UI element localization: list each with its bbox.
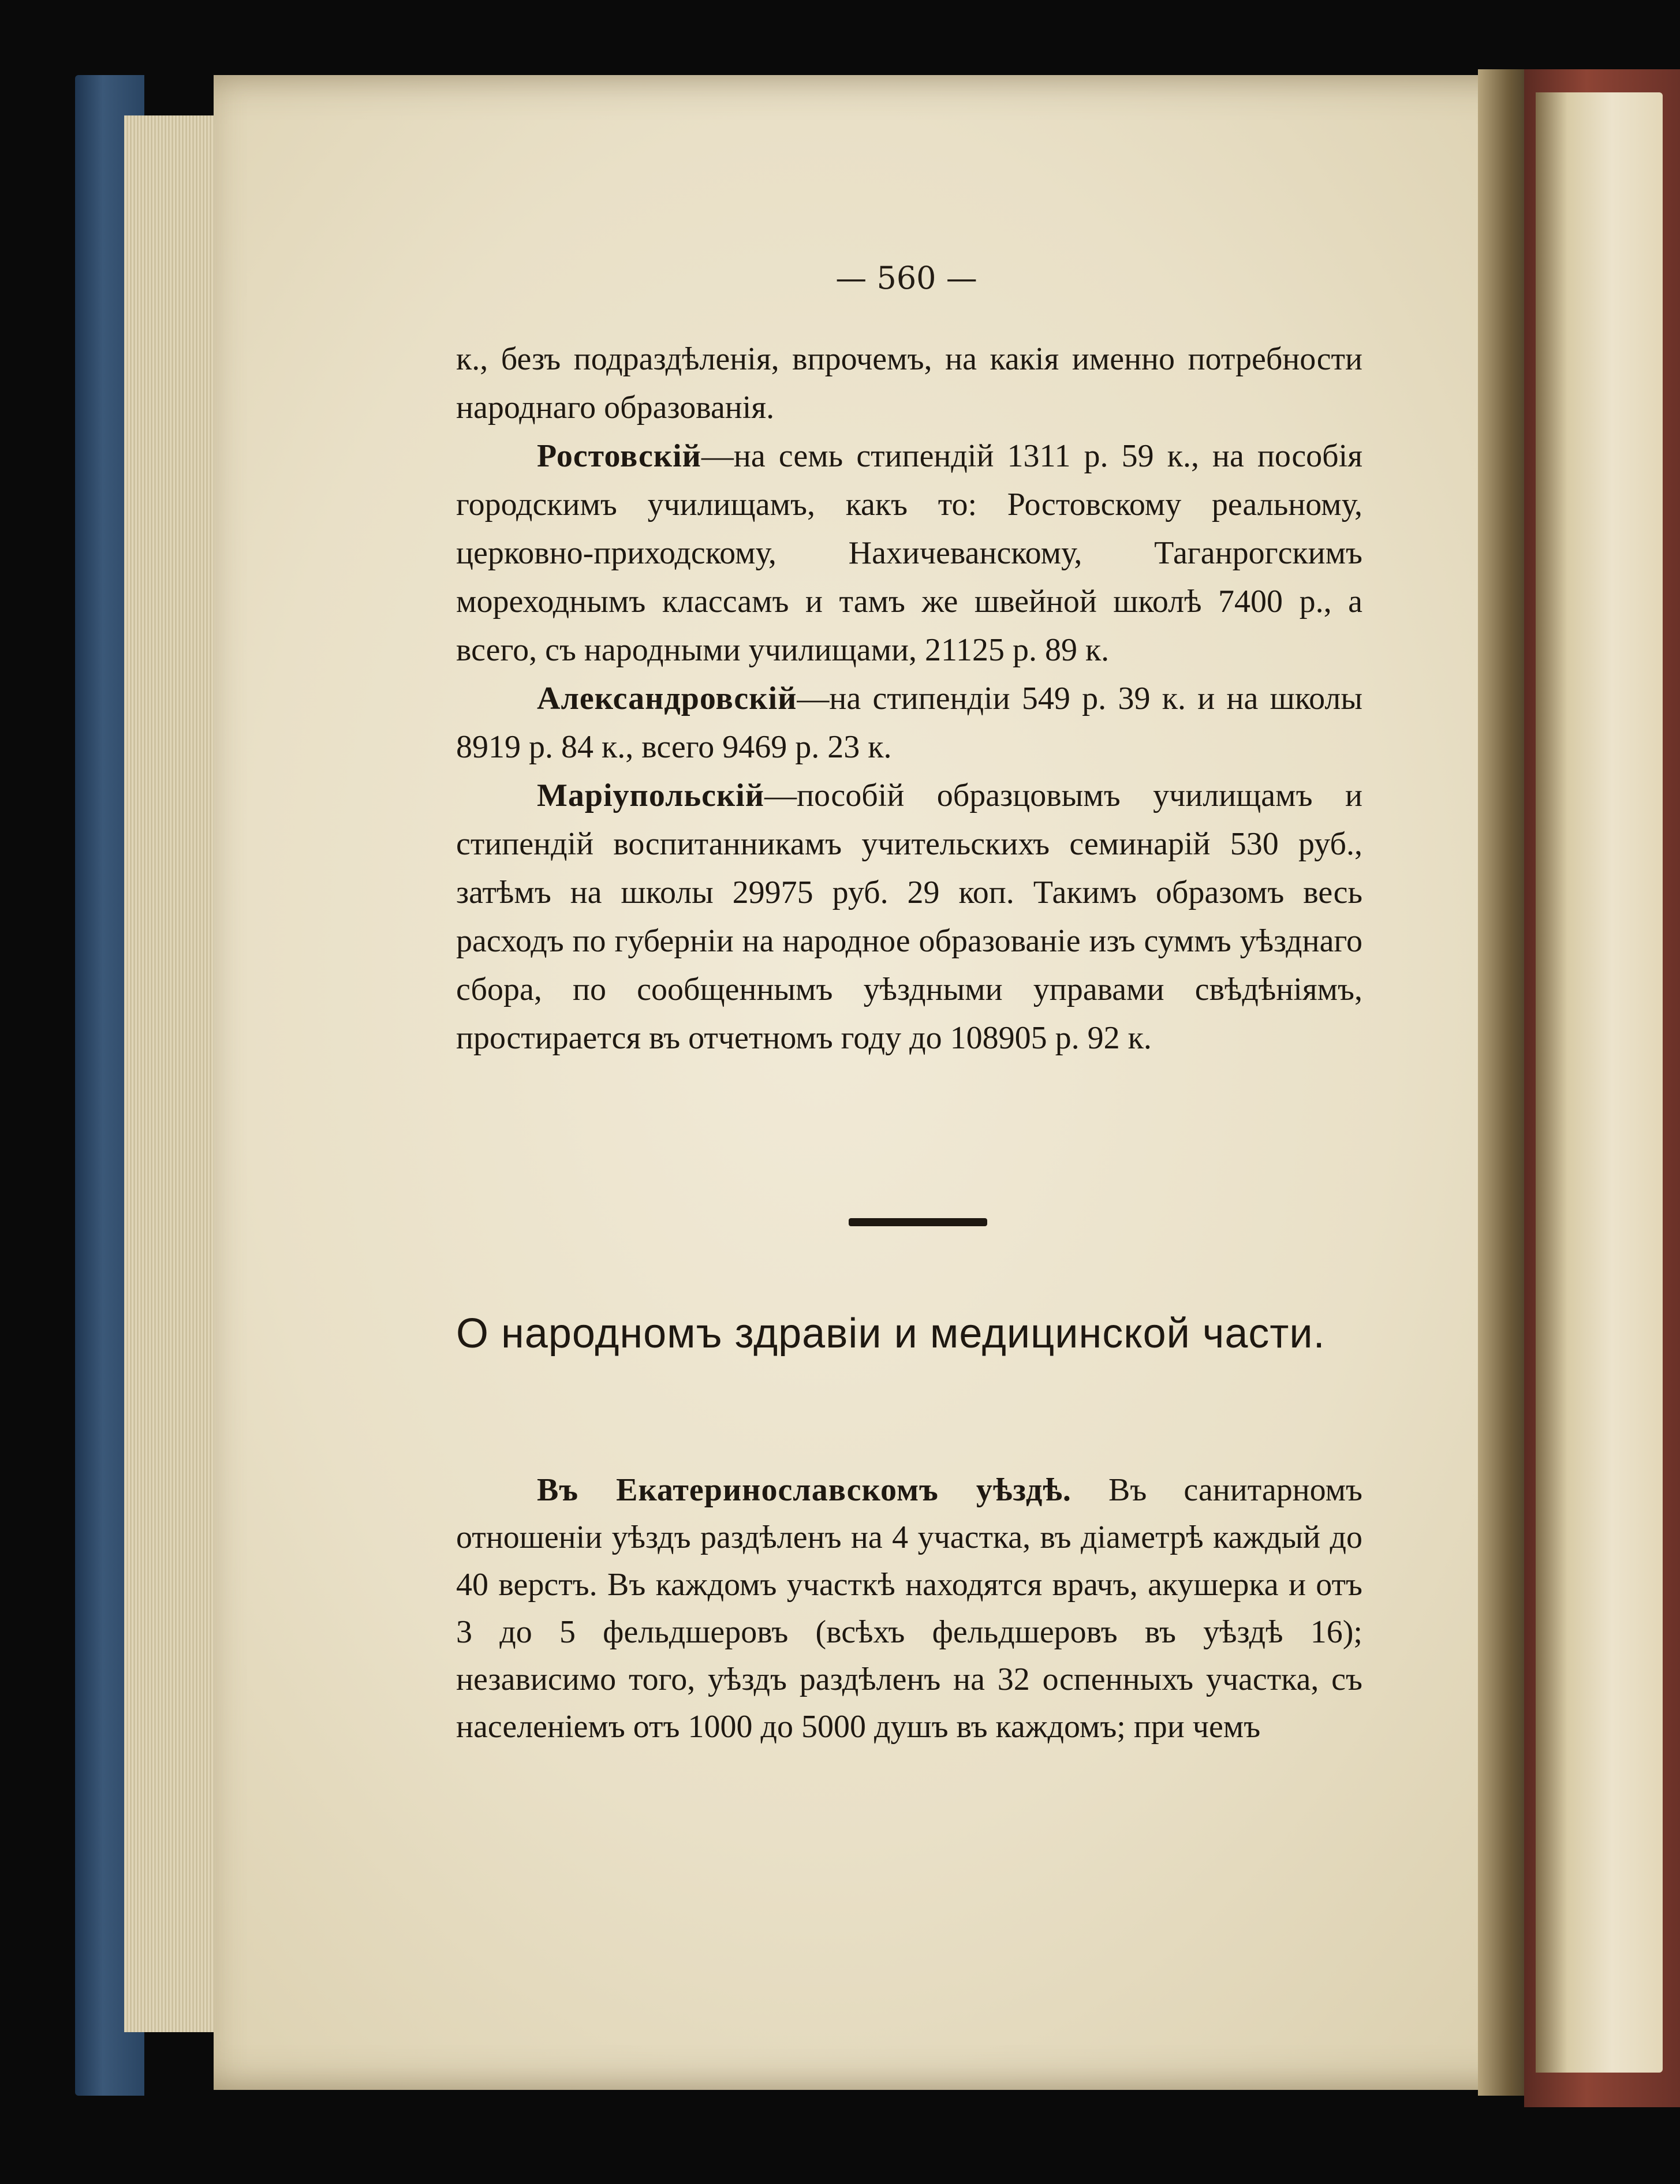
body-text-upper: [456, 335, 1362, 1062]
paragraph: [456, 674, 1362, 771]
paragraph-text: к., безъ подраздѣленія, впрочемъ, на какія именно потребности народнаго образованія.: [456, 341, 1362, 425]
paragraph-text: —пособій образцовымъ училищамъ и стипендій воспитанникамъ учительскихъ семинарій 530 руб., затѣмъ на школы 29975 руб. 29 коп. Такимъ образомъ весь расходъ по губерніи на народное образованіе изъ суммъ уѣзднаго сбора, по сообщеннымъ уѣздными управами свѣдѣніямъ, простирается въ отчетномъ году до 108905 р. 92 к.: [456, 778, 1362, 1056]
paragraph: [456, 335, 1362, 432]
paragraph: [456, 771, 1362, 1062]
district-name: Въ Екатеринославскомъ уѣздѣ.: [537, 1472, 1072, 1508]
page-number: — 560 —: [835, 260, 977, 296]
district-name: Маріупольскій: [537, 778, 765, 813]
district-name: Ростовскій: [537, 438, 701, 474]
divider-rule: [849, 1218, 987, 1226]
section-title: О народномъ здравіи и медицинской части.: [456, 1311, 1326, 1357]
paragraph: [456, 432, 1362, 674]
body-text-lower: [456, 1466, 1362, 1750]
paragraph-text: Въ санитарномъ отношеніи уѣздъ раздѣленъ на 4 участка, въ діаметрѣ каждый до 40 верстъ. Въ каждомъ участкѣ находятся врачъ, акушерка и отъ 3 до 5 фельдшеровъ (всѣхъ фельдшеровъ въ уѣздѣ 16); независимо того, уѣздъ раздѣленъ на 32 оспенныхъ участка, съ населеніемъ отъ 1000 до 5000 душъ въ каждомъ; при чемъ: [456, 1472, 1362, 1745]
paragraph-text: —на стипендіи 549 р. 39 к. и на школы 8919 р. 84 к., всего 9469 р. 23 к.: [456, 681, 1362, 765]
paragraph: [456, 1466, 1362, 1750]
section-divider: [849, 1218, 987, 1226]
page-edges: [124, 115, 228, 2032]
facing-page: [1536, 92, 1663, 2073]
district-name: Александровскій: [537, 681, 797, 716]
paragraph-text: —на семь стипендій 1311 р. 59 к., на пособія городскимъ училищамъ, какъ то: Ростовскому реальному, церковно-приходскому, Нахичеванскому, Таганрогскимъ мореходнымъ классамъ и тамъ же швейной школѣ 7400 р., а всего, съ народными училищами, 21125 р. 89 к.: [456, 438, 1362, 668]
